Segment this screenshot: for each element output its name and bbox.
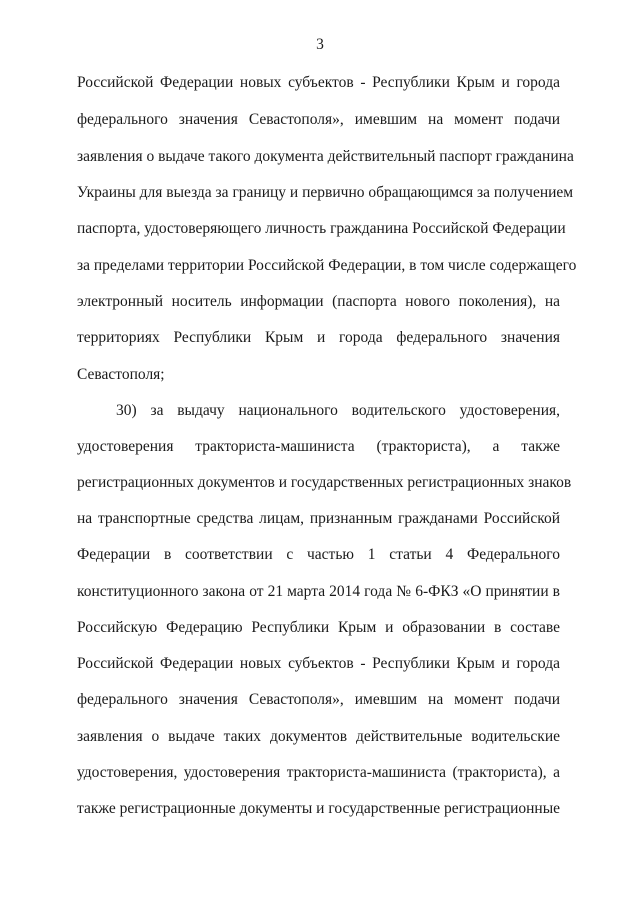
text-line: конституционного закона от 21 марта 2014 года № 6-ФКЗ «О принятии в	[77, 583, 560, 600]
text-line: Российской Федерации новых субъектов - Республики Крым и города	[77, 74, 560, 91]
text-line: удостоверения, удостоверения тракториста-машиниста (тракториста), а	[77, 764, 560, 781]
text-line: на транспортные средства лицам, признанным гражданами Российской	[77, 510, 560, 527]
text-line: паспорта, удостоверяющего личность гражданина Российской Федерации	[77, 220, 566, 237]
text-line: электронный носитель информации (паспорта нового поколения), на	[77, 293, 560, 310]
text-line: заявления о выдаче таких документов действительные водительские	[77, 728, 560, 745]
text-line: удостоверения тракториста-машиниста (тракториста), а также	[77, 438, 560, 455]
text-line: Украины для выезда за границу и первично обращающимся за получением	[77, 184, 574, 201]
text-line: территориях Республики Крым и города федерального значения	[77, 329, 560, 346]
text-line: Федерации в соответствии с частью 1 статьи 4 Федерального	[77, 546, 560, 563]
text-line: федерального значения Севастополя», имевшим на момент подачи	[77, 111, 560, 128]
paragraph-first-line: 30) за выдачу национального водительского удостоверения,	[116, 402, 560, 419]
text-line: Российскую Федерацию Республики Крым и образовании в составе	[77, 619, 560, 636]
text-line: Севастополя;	[77, 366, 165, 383]
text-line: также регистрационные документы и государственные регистрационные	[77, 800, 560, 817]
text-line: заявления о выдаче такого документа действительный паспорт гражданина	[77, 148, 574, 165]
text-line: Российской Федерации новых субъектов - Республики Крым и города	[77, 655, 560, 672]
text-line: регистрационных документов и государственных регистрационных знаков	[77, 474, 572, 491]
page-number: 3	[316, 36, 324, 53]
text-line: федерального значения Севастополя», имевшим на момент подачи	[77, 691, 560, 708]
text-line: за пределами территории Российской Федерации, в том числе содержащего	[77, 257, 577, 274]
